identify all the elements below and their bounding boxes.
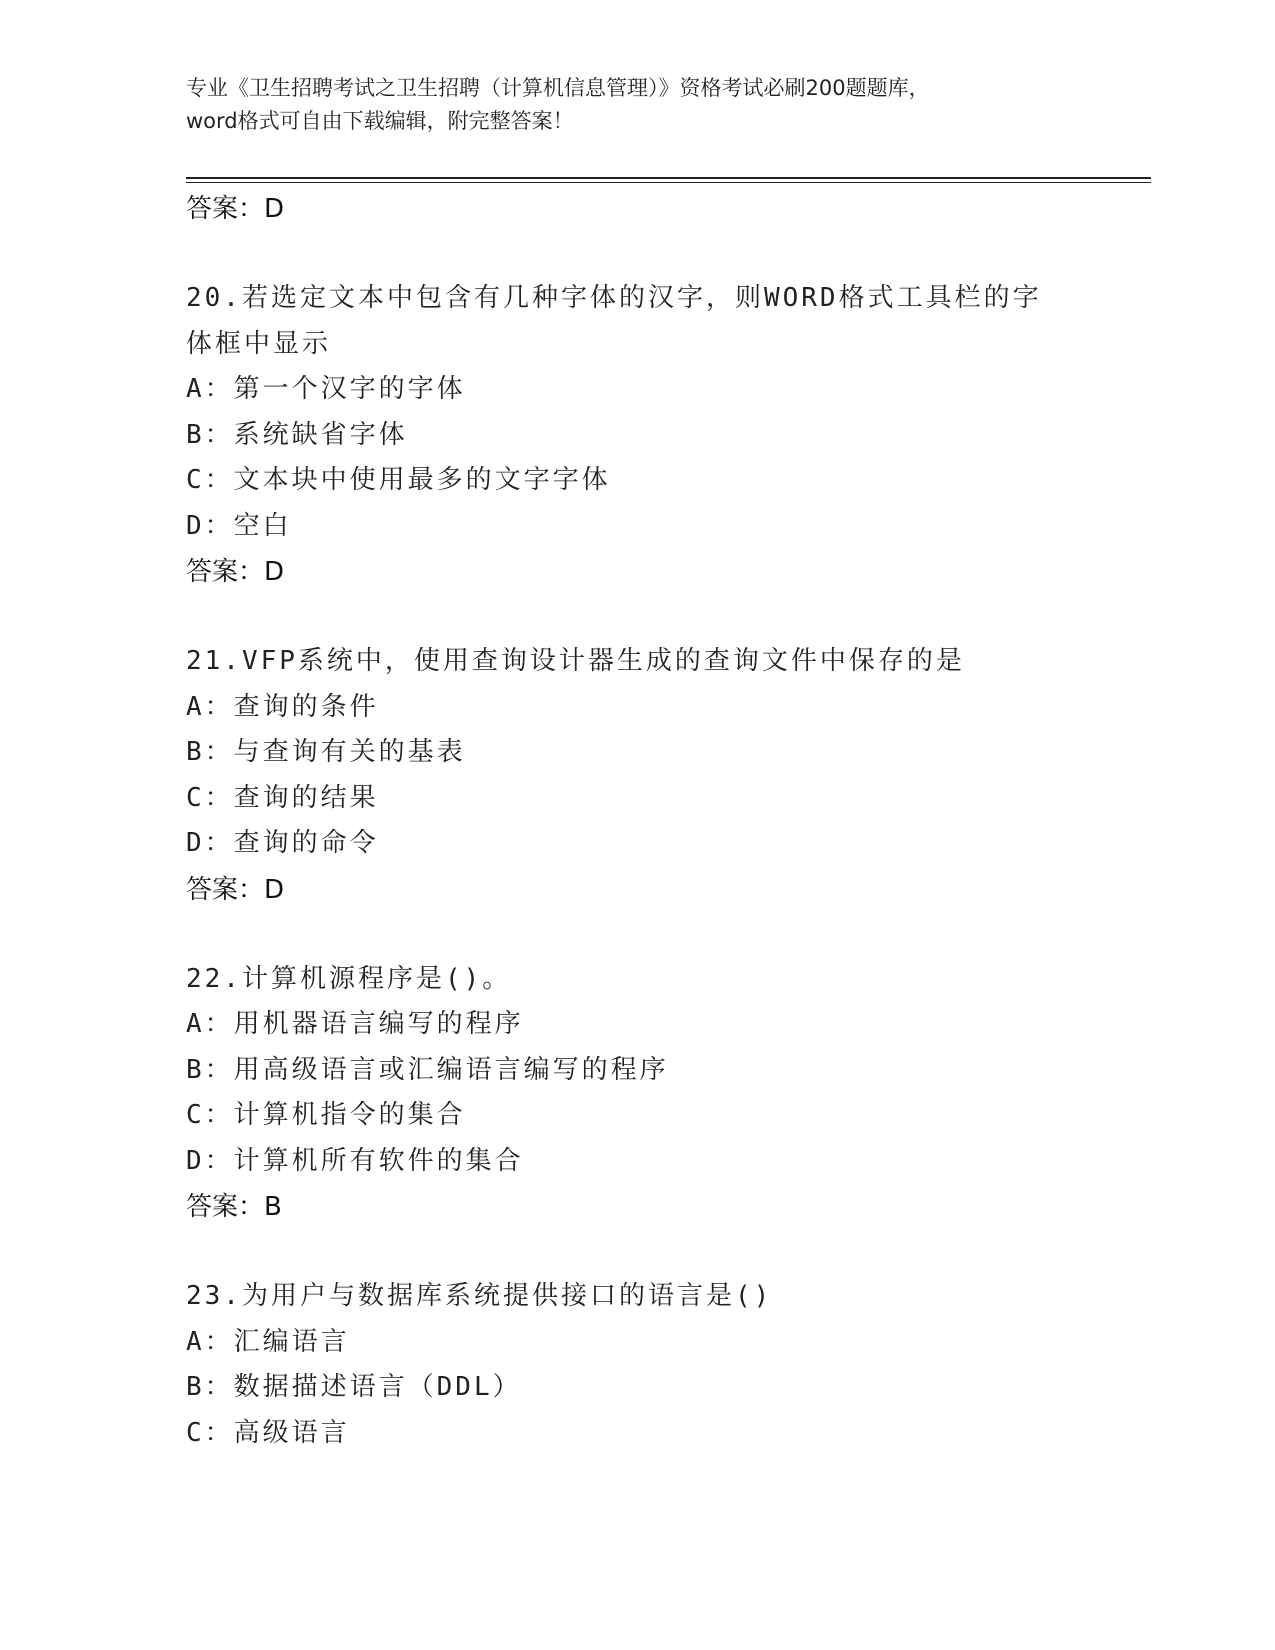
question-list (186, 186, 1146, 1456)
option-a: A：查询的条件 (186, 691, 379, 722)
question-block (186, 639, 1146, 913)
question-block (186, 1274, 1146, 1456)
option-d: D：空白 (186, 510, 292, 541)
option-c: C：计算机指令的集合 (186, 1100, 466, 1130)
question-title: 23.为用户与数据库系统提供接口的语言是() (186, 1281, 773, 1311)
header-rule-thick (186, 177, 1151, 179)
page-header (186, 72, 1086, 138)
option-c: C：查询的结果 (186, 782, 379, 813)
question-title: 21.VFP系统中，使用查询设计器生成的查询文件中保存的是 (186, 646, 965, 676)
option-b: B：与查询有关的基表 (186, 737, 466, 767)
question-title: 22.计算机源程序是()。 (186, 963, 512, 994)
question-title: 20.若选定文本中包含有几种字体的汉字，则WORD格式工具栏的字体框中显示 (186, 283, 1042, 359)
option-d: D：查询的命令 (186, 828, 379, 858)
option-b: B：数据描述语言（DDL） (186, 1372, 522, 1402)
question-block (186, 276, 1146, 595)
option-d: D：计算机所有软件的集合 (186, 1145, 524, 1176)
answer-line: 答案：D (186, 557, 285, 587)
answer-line: 答案：B (186, 1192, 282, 1222)
question-block (186, 957, 1146, 1231)
option-b: B：用高级语言或汇编语言编写的程序 (186, 1054, 669, 1085)
header-line-1: 专业《卫生招聘考试之卫生招聘（计算机信息管理）》资格考试必刷200题题库， (186, 76, 930, 100)
option-a: A：汇编语言 (186, 1326, 350, 1357)
answer-line: 答案：D (186, 874, 285, 905)
answer-line: 答案：D (186, 194, 285, 224)
option-c: C：高级语言 (186, 1417, 350, 1448)
option-c: C：文本块中使用最多的文字字体 (186, 465, 611, 495)
header-line-2: word格式可自由下载编辑，附完整答案！ (186, 109, 574, 133)
header-rule-thin (186, 182, 1151, 183)
option-a: A：用机器语言编写的程序 (186, 1009, 524, 1039)
option-b: B：系统缺省字体 (186, 419, 408, 450)
option-a: A：第一个汉字的字体 (186, 374, 466, 404)
